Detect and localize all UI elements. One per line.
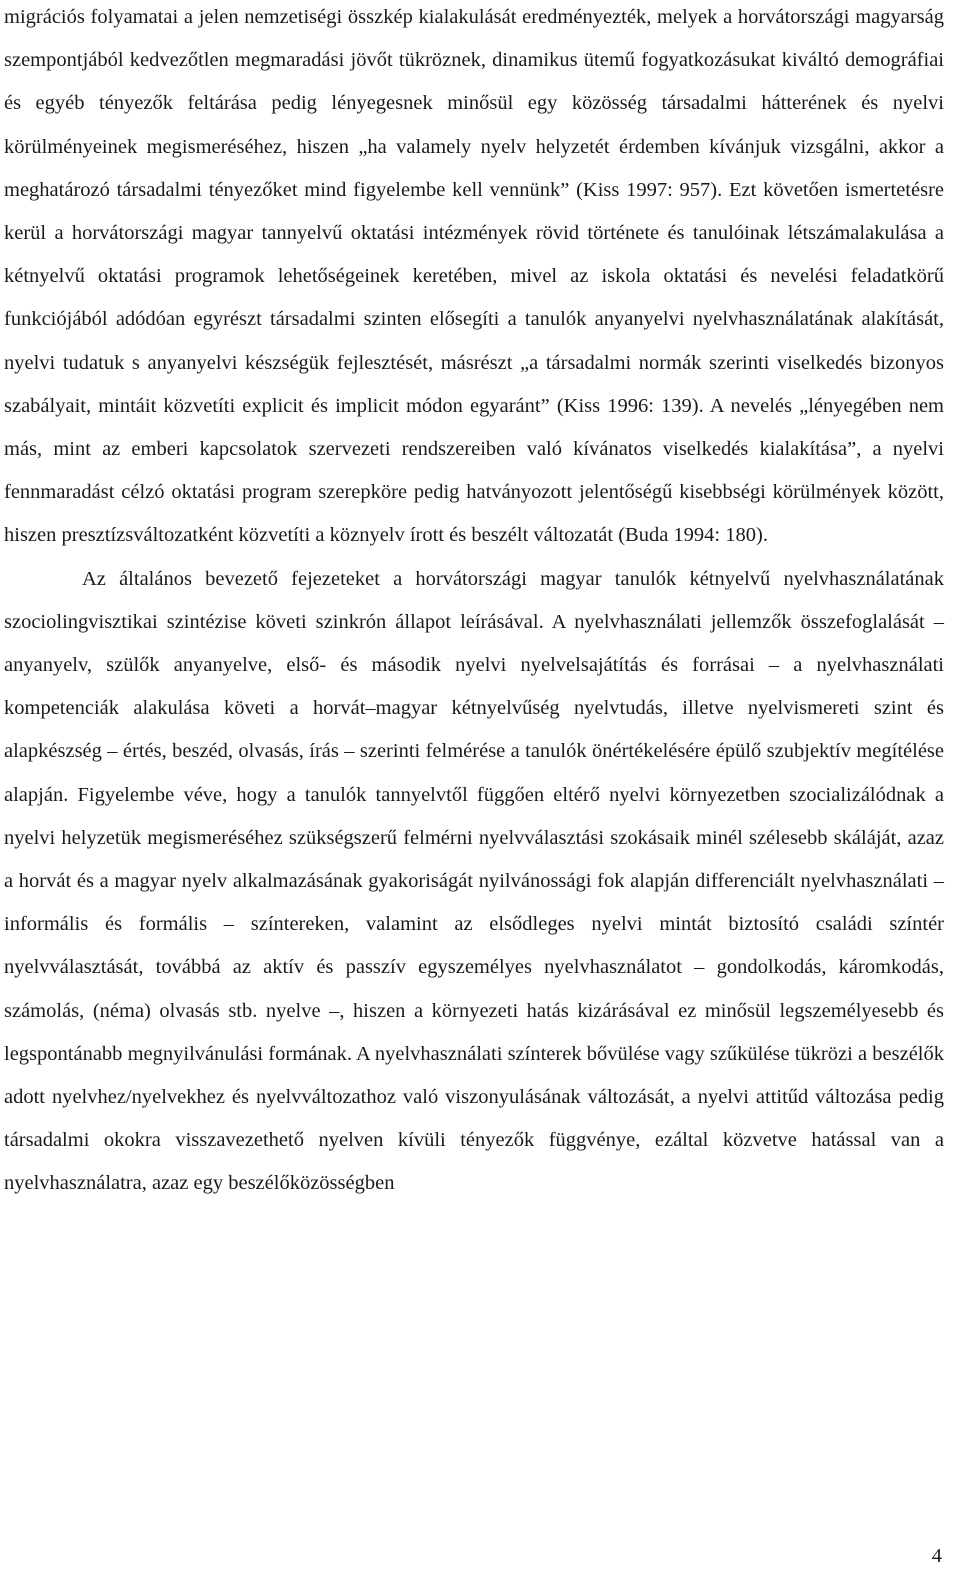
paragraph-1: migrációs folyamatai a jelen nemzetiségi összkép kialakulását eredményezték, melyek a horvátországi magyarság szempontjából kedvezőtlen megmaradási jövőt tükröznek, dinamikus ütemű fogyatkozásukat kiváltó demográfiai és egyéb tényezők feltárása pedig lényegesnek minősül egy közösség társadalmi hátterének és nyelvi körülményeinek megismeréséhez, hiszen „ha valamely nyelv helyzetét érdemben kívánjuk vizsgálni, akkor a meghatározó társadalmi tényezőket mind figyelembe kell vennünk” (Kiss 1997: 957). Ezt követően ismertetésre kerül a horvátországi magyar tannyelvű oktatási intézmények rövid története és tanulóinak létszámalakulása a kétnyelvű oktatási programok lehetőségeinek keretében, mivel az iskola oktatási és nevelési feladatkörű funkciójából adódóan egyrészt társadalmi szinten elősegíti a tanulók anyanyelvi nyelvhasználatának alakítását, nyelvi tudatuk s anyanyelvi készségük fejlesztését, másrészt „a társadalmi normák szerinti viselkedés bizonyos szabályait, mintáit közvetíti explicit és implicit módon egyaránt” (Kiss 1996: 139). A nevelés „lényegében nem más, mint az emberi kapcsolatok szervezeti rendszereiben való kívánatos viselkedés kialakítása”, a nyelvi fennmaradást célzó oktatási program szerepköre pedig hatványozott jelentőségű kisebbségi körülmények között, hiszen presztízsváltozatként közvetíti a köznyelv írott és beszélt változatát (Buda 1994: 180). [4, 6, 944, 547]
paragraph-2: Az általános bevezető fejezeteket a horvátországi magyar tanulók kétnyelvű nyelvhasználatának szociolingvisztikai szintézise követi szinkrón állapot leírásával. A nyelvhasználati jellemzők összefoglalását – anyanyelv, szülők anyanyelve, első- és második nyelvi nyelvelsajátítás és forrásai – a nyelvhasználati kompetenciák alakulása követi a horvát–magyar kétnyelvűség nyelvtudás, illetve nyelvismereti szint és alapkészség – értés, beszéd, olvasás, írás – szerinti felmérése a tanulók önértékelésére épülő szubjektív megítélése alapján. Figyelembe véve, hogy a tanulók tannyelvtől függően eltérő nyelvi környezetben szocializálódnak a nyelvi helyzetük megismeréséhez szükségszerű felmérni nyelvválasztási szokásaik minél szélesebb skáláját, azaz a horvát és a magyar nyelv alkalmazásának gyakoriságát nyilvánossági fok alapján differenciált nyelvhasználati – informális és formális – színtereken, valamint az elsődleges nyelvi mintát biztosító családi színtér nyelvválasztását, továbbá az aktív és passzív egyszemélyes nyelvhasználatot – gondolkodás, káromkodás, számolás, (néma) olvasás stb. nyelve –, hiszen a környezeti hatás kizárásával ez minősül legszemélyesebb és legspontánabb megnyilvánulási formának. A nyelvhasználati színterek bővülése vagy szűkülése tükrözi a beszélők adott nyelvhez/nyelvekhez és nyelvváltozathoz való viszonyulásának változását, a nyelvi attitűd változása pedig társadalmi okokra visszavezethető nyelven kívüli tényezők függvénye, ezáltal közvetve hatással van a nyelvhasználatra, azaz egy beszélőközösségben [4, 567, 944, 1195]
body-text [4, 0, 944, 1206]
page-number: 4 [931, 1545, 942, 1567]
